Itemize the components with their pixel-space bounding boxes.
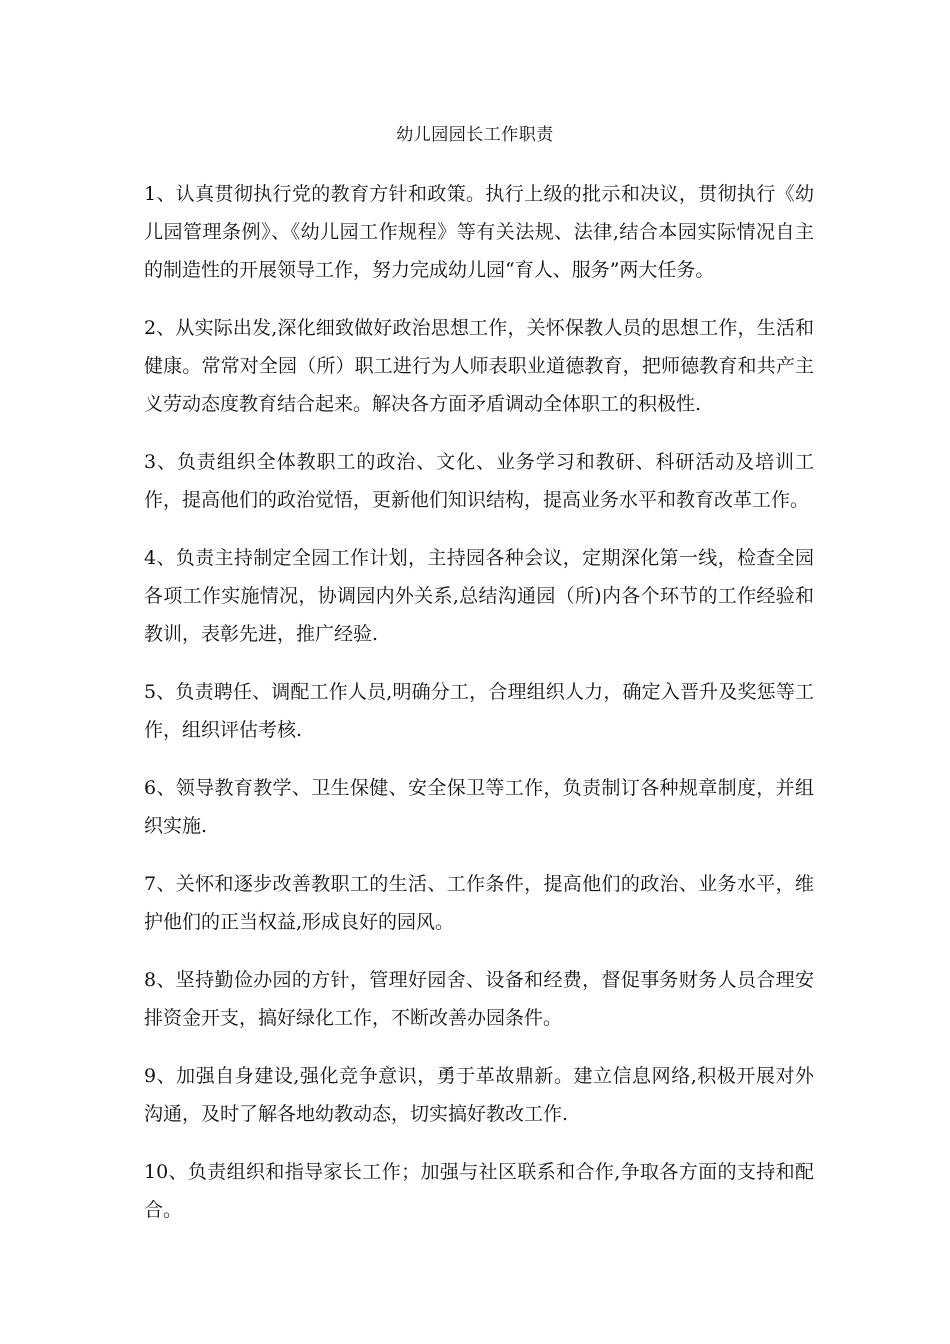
- document-body: [144, 175, 814, 1249]
- duty-paragraph-7: 7、关怀和逐步改善教职工的生活、工作条件，提高他们的政治、业务水平，维护他们的正当权益,形成良好的园风。: [144, 873, 814, 933]
- document-title: 幼儿园园长工作职责: [396, 125, 554, 145]
- duty-paragraph-10: 10、负责组织和指导家长工作；加强与社区联系和合作,争取各方面的支持和配合。: [144, 1161, 814, 1221]
- duty-paragraph-3: 3、负责组织全体教职工的政治、文化、业务学习和教研、科研活动及培训工作，提高他们的政治觉悟，更新他们知识结构，提高业务水平和教育改革工作。: [144, 451, 814, 511]
- duty-paragraph-5: 5、负责聘任、调配工作人员,明确分工，合理组织人力，确定入晋升及奖惩等工作，组织评估考核.: [144, 681, 814, 741]
- duty-paragraph-2: 2、从实际出发,深化细致做好政治思想工作，关怀保教人员的思想工作，生活和健康。常常对全园（所）职工进行为人师表职业道德教育，把师德教育和共产主义劳动态度教育结合起来。解决各方面矛盾调动全体职工的积极性.: [144, 317, 814, 415]
- duty-paragraph-1: 1、认真贯彻执行党的教育方针和政策。执行上级的批示和决议，贯彻执行《幼儿园管理条例》、《幼儿园工作规程》等有关法规、法律,结合本园实际情况自主的制造性的开展领导工作，努力完成幼儿园“育人、服务”两大任务。: [144, 183, 814, 281]
- duty-paragraph-8: 8、坚持勤俭办园的方针，管理好园舍、设备和经费，督促事务财务人员合理安排资金开支，搞好绿化工作，不断改善办园条件。: [144, 969, 814, 1029]
- duty-paragraph-4: 4、负责主持制定全园工作计划，主持园各种会议，定期深化第一线，检查全园各项工作实施情况，协调园内外关系,总结沟通园（所)内各个环节的工作经验和教训，表彰先进，推广经验.: [144, 547, 814, 645]
- duty-paragraph-6: 6、领导教育教学、卫生保健、安全保卫等工作，负责制订各种规章制度，并组织实施.: [144, 777, 814, 837]
- duty-paragraph-9: 9、加强自身建设,强化竞争意识，勇于革故鼎新。建立信息网络,积极开展对外沟通，及时了解各地幼教动态，切实搞好教改工作.: [144, 1065, 814, 1125]
